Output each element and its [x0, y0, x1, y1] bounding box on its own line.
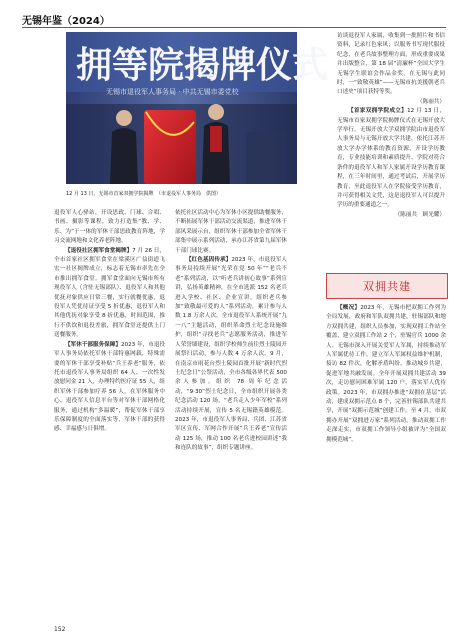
- entry-body: 2023 年，市退役军人事务局持续开展“光荣在党 50 年”“老兵不老”系列活动，以“听老兵讲初心故事”系列宣讲，弘扬英雄精神，在全市选派 152 名老兵进入学校、社区、企业宣讲，组织老兵参加“致敬最可爱的人”系列活动，累计参与人数 1.8 万余人次。全市退役军人系统开展“九一八”主题活动，组织革命烈士纪念设施维护，组织“寻找老兵”志愿服务活动，推进军人荣誉墙建设，组织学校师生前往烈士陵园开展祭扫活动，参与人数 4 万余人次。9 月，在南京市雨花台烈士陵园首批开展“新时代烈士纪念日”公祭活动，全市各级各界代表 500 余人参加。组织 78 周年纪念活动，“9·30”烈士纪念日，全市组织开展各类纪念活动 120 场，“老兵走入少年军校”系列活动持续开展，宣传 5 名无锡籍英雄模范。2023 年，市退役军人事务局、兵团、江苏省军区宣传、军网合作开展“兵王养老”宣传活动 125 场，推动 100 名老兵进校园讲述“我和连队的故事”，组织专题讲座。: [175, 257, 287, 452]
- column-1: [54, 209, 165, 435]
- event-photo: [66, 32, 329, 184]
- entry-body: 12 月 13 日，无锡市首家双拥学院揭牌仪式在无锡开放大学举行。无锡开放大学双拥学院由市退役军人事务局与无锡开放大学共建，依托江苏开放大学办学体系的教育资源，开设学历教育，专业技能培训和素质提升、学院对符合条件的退役军人和军人家属开设学历教育课程，在三年时间里，通过考试后，开展学历教育，至此退役军人在学院接受学历教育，并可获得相关文凭，这是退役军人可以提升学历的重要通道之一。: [337, 108, 445, 209]
- credit: （陈丽共）: [417, 98, 445, 105]
- entry-body: 2023 年，无锡市把双拥工作列为全局发展，政府和军队双拥共建，驻锡部队和地方双拥共建，组织人员参加，实现双拥工作站全覆盖，建立双拥工作站 2 个，驻锡官兵 1000 余人。无锡市深入开展关爱军人军属，持续推动军人军属优待工作，建立军人军属权益维护机制，接访 82 件次，化解矛盾纠纷，推动城乡共建，促进军地共融发展。全年开展双拥共建活动 39 次，走访慰问困难军属 120 户，落实军人优待政策。2023 年，市双拥办推进“双拥在基层”活动，建成双拥示范点 8 个，完善驻锡部队共建共享，开展“双拥示范城”创建工作。至 4 月，市双拥办开展“双拥进万家”系列活动，推动双拥工作走深走实，市双拥工作领导小组被评为“全国双拥模范城”。: [326, 305, 447, 443]
- entry-heading: 【红色基因传承】: [186, 257, 232, 264]
- entry-heading: 【概况】: [337, 305, 361, 311]
- banner-subtext: 无锡市退役军人事务局 · 中共无锡市委党校: [106, 88, 239, 96]
- entry-heading: 【军休干部服务保障】: [65, 341, 121, 348]
- banner-text: 拥等院揭牌仪式: [76, 45, 329, 86]
- running-header: 无锡年鉴（2024）: [22, 16, 110, 27]
- credit: （陈丽共 顾光耀）: [394, 211, 445, 218]
- event-photo-illustration: [66, 32, 329, 184]
- section-title: 双拥共建: [326, 273, 448, 299]
- page-number: 152: [54, 626, 66, 633]
- paragraph: 访谈退役军人家属，收集到一批照片和书信资料，记录红色家风；以服务书写现代服役纪念，在老兵故事整理方面，形成重要成果并出版整合，第 18 届“清廉杯”全国大学生无锡学生联谊会作品金奖，在无锡与此同时，一“致敬英雄”——无锡市抗美援朝老兵口述史“项目获特等奖。: [337, 33, 445, 96]
- column-3-lower: [326, 304, 446, 445]
- column-2: [175, 209, 287, 454]
- column-3: [337, 32, 445, 220]
- entry-body: 2023 年，市退役军人事务局依托军休干部特惠网载，特殊需要的军休干部享受补贴“兵王养老”服务，依托市退役军人事务局组织 64 人、一次性发放慰问金 21 人，办理特约医疗证 55 人，组织军休干部参加疗养 56 人，在军休服务中心、退役军人信息平台等对军休干部网格化服务，通过机构“多温暖”，帮促军休干部享乐保障制度的全面落实等，军休干部的获得感、幸福感与日俱增。: [54, 341, 165, 433]
- photo-caption: 12 月 13 日，无锡市首家双拥学院揭牌 （市退役军人事务局 供图）: [66, 191, 221, 197]
- entry-heading: 【首家双拥学院成立】: [348, 108, 408, 115]
- paragraph: 依托社区活动中心为军休小区提供助餐服务，不断拓展军休干部活动交流渠道，推进军休干部风采展示台，组织军休干部参加全省军休干部集中展示系列活动，承办江苏省第九届军休干部门球比赛。: [175, 210, 287, 254]
- entry-heading: 【退役社区拥军食堂揭牌】: [65, 247, 133, 254]
- header-rule: [22, 27, 446, 28]
- entry-body: 7 月 26 日，全市首家社区拥军食堂在梁溪区广益街道飞宏一社区揭牌成立，标志着无锡市率先在全市推出拥军食堂。拥军食堂面向无锡市所有现役军人（含驻无锡部队）、退役军人和其他优抚对象供应日常三餐，实行就餐优惠，退役军人凭优待证享受 5 折优惠，退役军人和其他优抚对象享受 8 折优惠，时间范围，推行不供饮和退役差旅，拥军食堂还提供上门送餐服务。: [54, 247, 165, 339]
- paragraph: 退役军人心驿站，开设思政、门球、合唱、书画、摄影等课程，致力打造集“教、学、乐、为”于一体的军休干部思政教育阵地，学习交流网地和文化养老阵地。: [54, 210, 165, 245]
